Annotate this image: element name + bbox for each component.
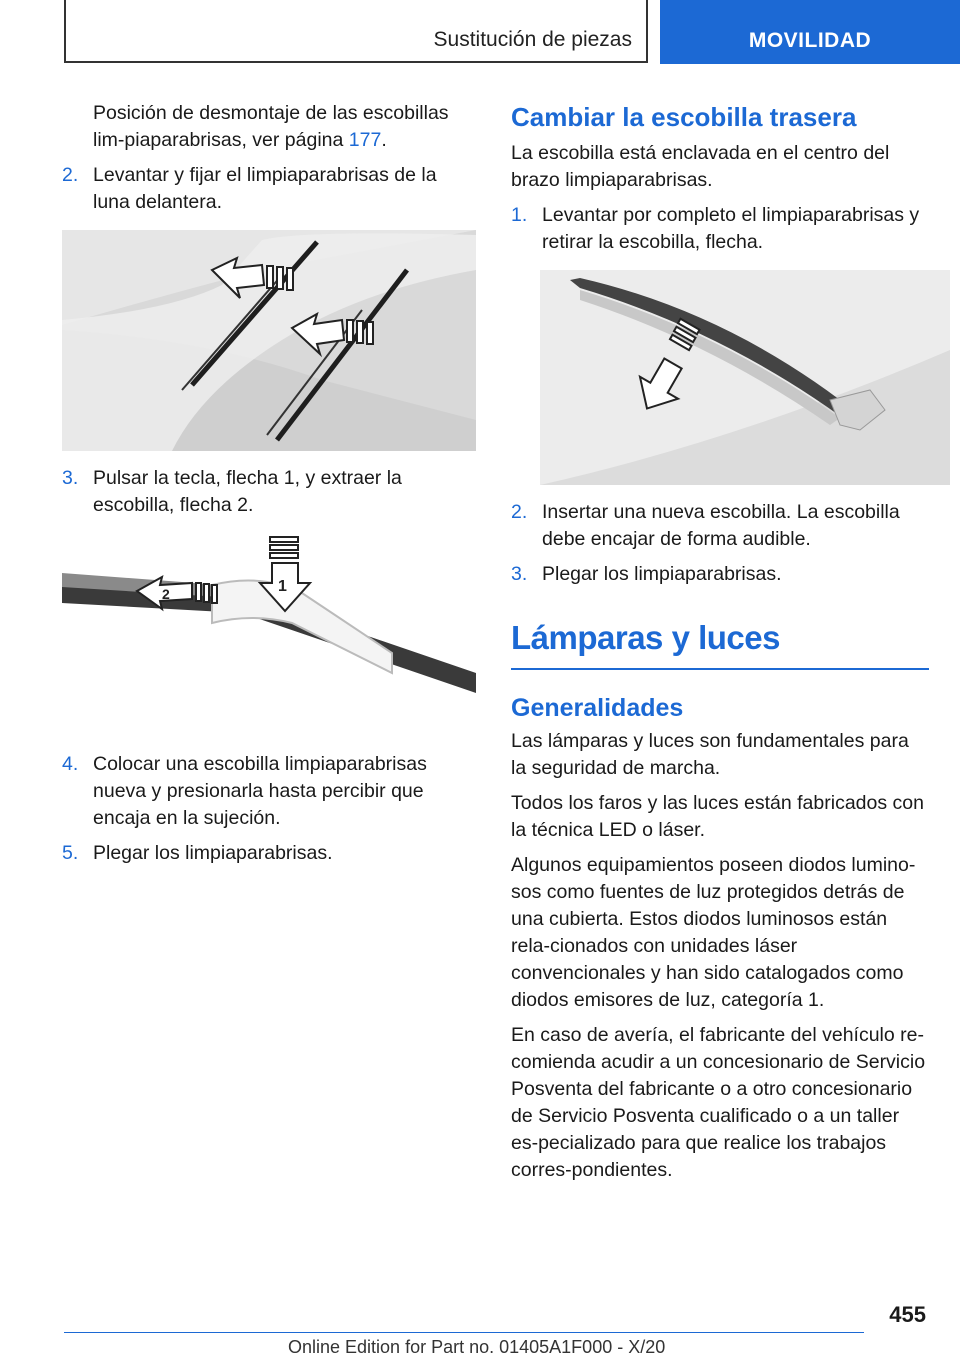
step-item [62,751,476,832]
chapter-tab[interactable]: MOVILIDAD [660,0,960,64]
rear-wiper-illustration [540,270,950,485]
step-number: 2. [62,164,79,186]
step-text: Pulsar la tecla, flecha 1, y extraer la escobilla, flecha 2. [93,467,402,516]
arrow-label-1: 1 [278,578,287,595]
step-number: 3. [62,467,79,489]
step-text: Insertar una nueva escobilla. La escobilla debe encajar de forma audible. [542,501,900,550]
intro-paragraph: La escobilla está enclavada en el centro del brazo limpiaparabrisas. [511,142,890,191]
step-text: Levantar y fijar el limpiaparabrisas de la luna delantera. [93,164,437,213]
page-link[interactable]: 177 [348,129,382,151]
body-paragraph: Todos los faros y las luces están fabricados con la técnica LED o láser. [511,792,924,841]
intro-paragraph [62,100,476,154]
section-heading: Cambiar la escobilla trasera [511,102,857,132]
footer-divider [64,1332,864,1333]
body-paragraph: Las lámparas y luces son fundamentales para la seguridad de marcha. [511,730,909,779]
step-item [511,202,929,256]
arrow-label-2: 2 [162,586,170,602]
page-number: 455 [889,1302,926,1327]
step-item [511,499,929,553]
body-paragraph: Algunos equipamientos poseen diodos lumino-sos como fuentes de luz protegidos detrás de una cubierta. Estos diodos luminosos están rela-cionados con unidades láser convencionales y han sido catalogados como diodos emisores de luz, categoría 1. [511,854,916,1011]
step-number: 4. [62,753,79,775]
step-number: 3. [511,563,528,585]
sub-heading: Generalidades [511,694,684,722]
step-text: Plegar los limpiaparabrisas. [542,563,782,585]
section-title: Sustitución de piezas [433,28,632,51]
right-column [511,100,929,1192]
section-box [64,0,648,63]
left-column [62,100,476,875]
edition-text: Online Edition for Part no. 01405A1F000 - X/20 [288,1337,666,1357]
intro-end: . [381,129,387,151]
step-item [511,561,929,588]
wiper-blade-release-illustration [62,533,476,737]
step-number: 5. [62,842,79,864]
intro-text: Posición de desmontaje de las escobillas lim-piaparabrisas, ver página [93,102,449,151]
windshield-wiper-illustration [62,230,476,451]
step-text: Levantar por completo el limpiaparabrisas y retirar la escobilla, flecha. [542,204,920,253]
step-text: Colocar una escobilla limpiaparabrisas nueva y presionarla hasta percibir que encaja en la sujeción. [93,753,427,829]
step-item [62,162,476,216]
body-paragraph: En caso de avería, el fabricante del vehículo re-comienda acudir a un concesionario de Servicio Posventa del fabricante o a otro concesionario de Servicio Posventa cualificado o a un taller es-pecializado para que realice los trabajos corres-pondientes. [511,1024,926,1181]
page-header [0,0,960,66]
chapter-title: Lámparas y luces [511,614,929,670]
step-number: 1. [511,204,528,226]
step-text: Plegar los limpiaparabrisas. [93,842,333,864]
step-item [62,840,476,867]
step-item [62,465,476,519]
step-number: 2. [511,501,528,523]
